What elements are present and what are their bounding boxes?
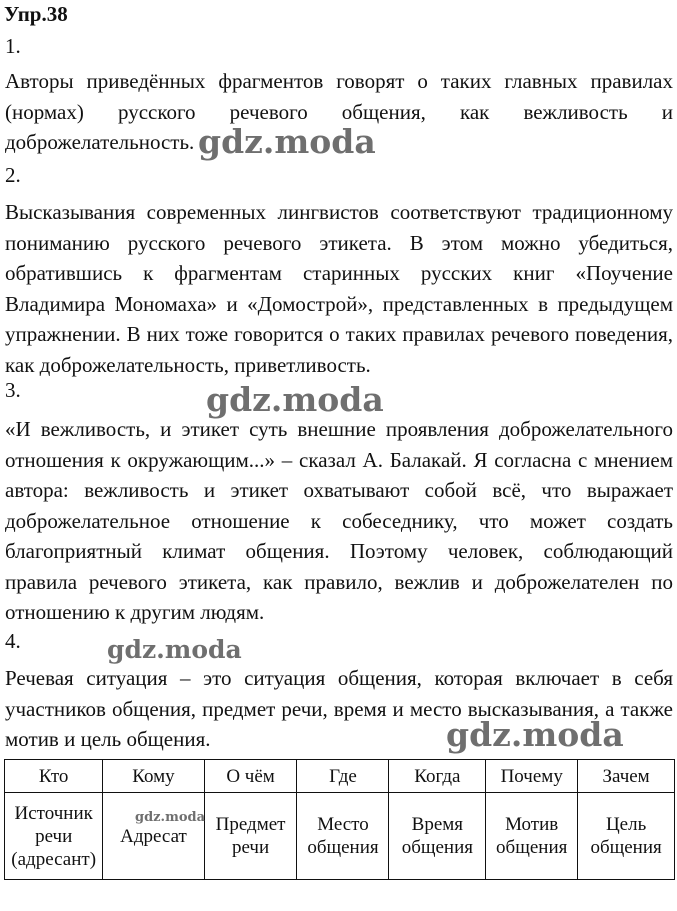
table-cell: Место общения <box>297 793 389 880</box>
section-number-2: 2. <box>5 163 21 187</box>
table-header-cell: Кому <box>103 760 204 793</box>
table-header-cell: О чём <box>204 760 297 793</box>
section-text-2: Высказывания современных лингвистов соответствуют традиционному пониманию русского речевого этикета. В этом можно убедиться, обратившись к фрагментам старинных русских книг «Поучение Владимира Мономаха» и «Домострой», представленных в предыдущем упражнении. В них тоже говорится о таких правилах речевого поведения, как доброжелательность, приветливость. <box>5 200 673 377</box>
table-cell: Цель общения <box>578 793 675 880</box>
section-text-3: «И вежливость, и этикет суть внешние проявления доброжелательного отношения к окружающим...» – сказал А. Балакай. Я согласна с мнением автора: вежливость и этикет охватывают собой всё, что выражает доброжелательное отношение к собеседнику, что может создать благоприятный климат общения. Поэтому человек, соблюдающий правила речевого этикета, как правило, вежлив и доброжелателен по отношению к другим людям. <box>5 417 673 624</box>
exercise-title: Упр.38 <box>4 2 68 26</box>
table-cell: Предмет речи <box>204 793 297 880</box>
section-text-4: Речевая ситуация – это ситуация общения, которая включает в себя участников общения, предмет речи, время и место высказывания, а также мотив и цель общения. <box>5 666 673 751</box>
watermark-logo: gdz.moda <box>198 122 376 161</box>
table-header-cell: Когда <box>389 760 486 793</box>
table-cell: Адресат <box>103 793 204 880</box>
section-text-1: Авторы приведённых фрагментов говорят о таких главных правилах (нормах) русского речевого общения, как вежливость и доброжелательность. <box>5 69 673 154</box>
watermark-logo: gdz.moda <box>206 380 384 419</box>
table-cell: Источник речи (адресант) <box>5 793 103 880</box>
watermark-logo: gdz.moda <box>135 810 206 825</box>
table-header-row <box>5 760 675 793</box>
table-header-cell: Зачем <box>578 760 675 793</box>
table-header-cell: Где <box>297 760 389 793</box>
section-number-4: 4. <box>5 629 21 653</box>
table-header-cell: Кто <box>5 760 103 793</box>
watermark-logo: gdz.moda <box>107 635 242 664</box>
section-number-1: 1. <box>5 34 21 58</box>
section-number-3: 3. <box>5 378 21 402</box>
table-cell: Мотив общения <box>486 793 578 880</box>
watermark-logo: gdz.moda <box>446 715 624 754</box>
table-cell: Время общения <box>389 793 486 880</box>
table-header-cell: Почему <box>486 760 578 793</box>
speech-situation-table <box>4 759 675 880</box>
table-row <box>5 793 675 880</box>
